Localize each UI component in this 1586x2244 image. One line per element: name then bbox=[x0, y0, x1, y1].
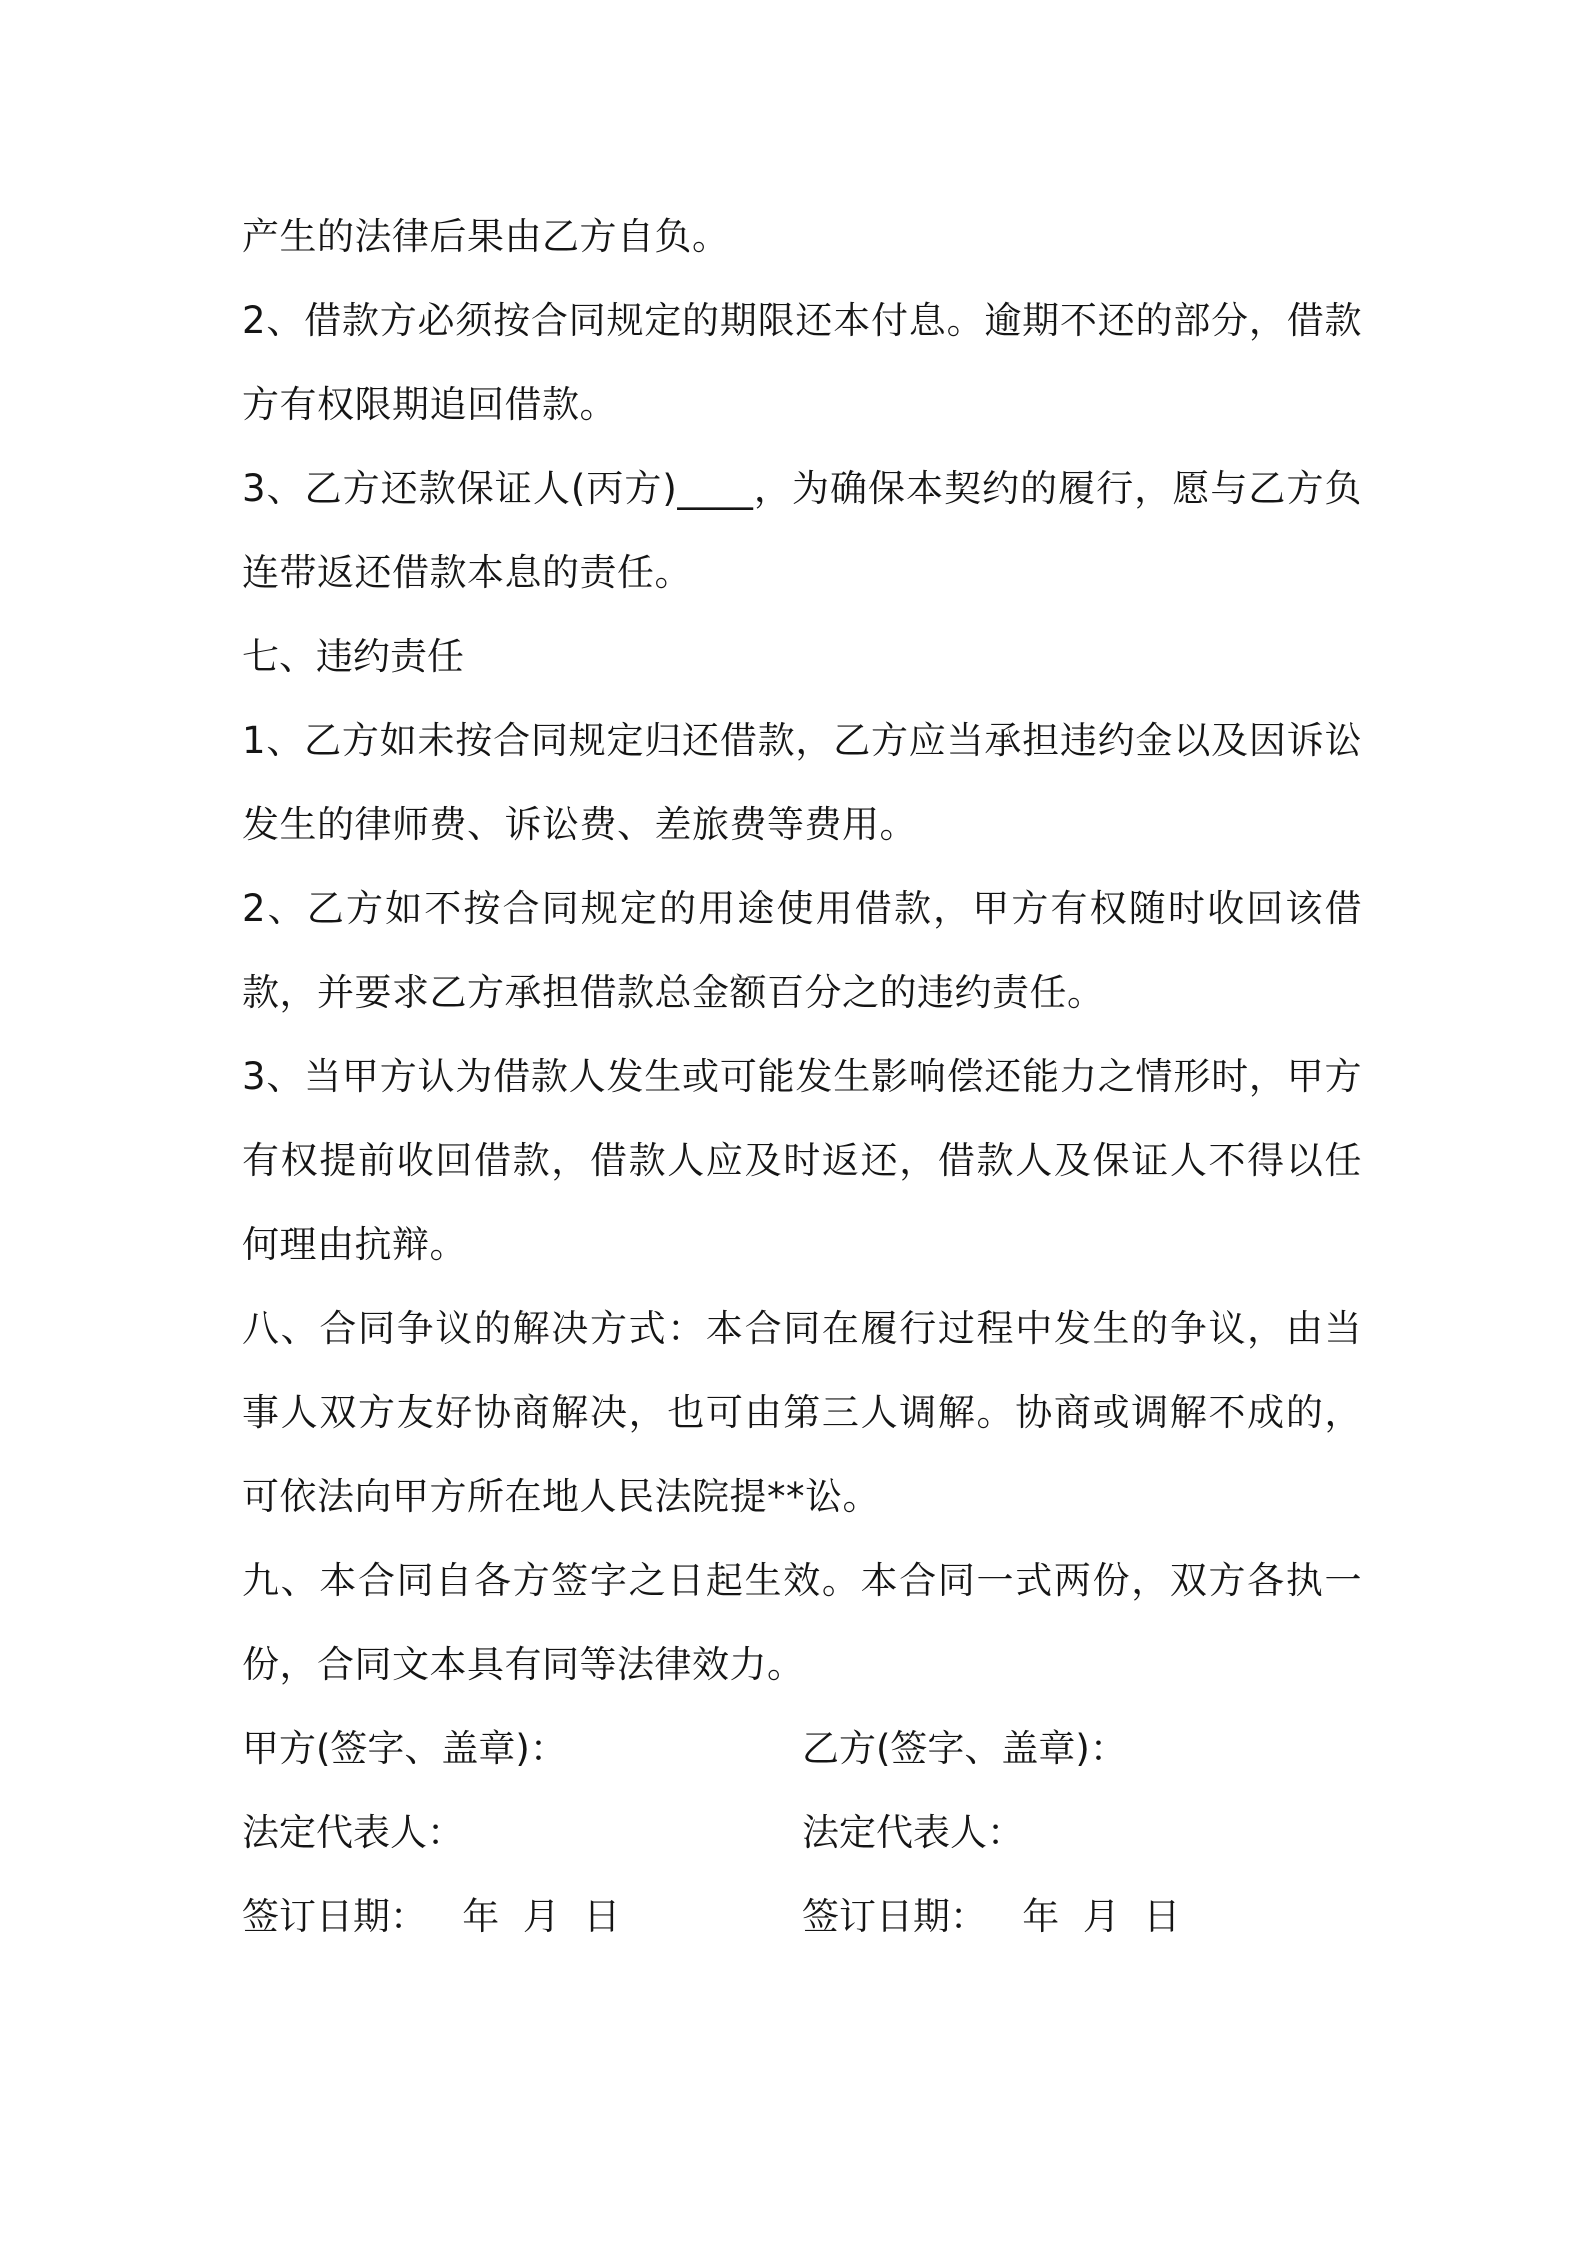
party-a-date-label: 签订日期： bbox=[242, 1895, 427, 1938]
party-b-date-label: 签订日期： bbox=[802, 1895, 987, 1938]
paragraph-effectiveness: 九、本合同自各方签字之日起生效。本合同一式两份，双方各执一份，合同文本具有同等法律效力。 bbox=[242, 1559, 1362, 1686]
paragraph-breach-1: 1、乙方如未按合同规定归还借款，乙方应当承担违约金以及因诉讼发生的律师费、诉讼费、差旅费等费用。 bbox=[242, 719, 1362, 846]
party-b-date-day: 日 bbox=[1143, 1895, 1181, 1938]
paragraph-liability-consequence: 产生的法律后果由乙方自负。 bbox=[242, 215, 730, 258]
party-b-date-month: 月 bbox=[1082, 1895, 1120, 1938]
party-a-date-day: 日 bbox=[583, 1895, 621, 1938]
party-b-representative-label: 法定代表人： bbox=[802, 1811, 1024, 1854]
contract-page bbox=[242, 195, 1362, 1959]
party-a-date-month: 月 bbox=[522, 1895, 560, 1938]
party-a-date bbox=[242, 1875, 802, 1959]
section-heading-breach: 七、违约责任 bbox=[242, 635, 464, 678]
paragraph-breach-2: 2、乙方如不按合同规定的用途使用借款，甲方有权随时收回该借款，并要求乙方承担借款总金额百分之的违约责任。 bbox=[242, 887, 1362, 1014]
party-a-date-year: 年 bbox=[462, 1895, 500, 1938]
paragraph-dispute-resolution: 八、合同争议的解决方式：本合同在履行过程中发生的争议，由当事人双方友好协商解决，也可由第三人调解。协商或调解不成的，可依法向甲方所在地人民法院提**讼。 bbox=[242, 1307, 1362, 1518]
party-b-date bbox=[802, 1875, 1362, 1959]
signature-row-date bbox=[242, 1875, 1362, 1959]
paragraph-guarantor: 3、乙方还款保证人(丙方)____，为确保本契约的履行，愿与乙方负连带返还借款本息的责任。 bbox=[242, 467, 1362, 594]
signature-block bbox=[242, 1707, 1362, 1959]
signature-row-representative bbox=[242, 1791, 1362, 1875]
signature-row-sign bbox=[242, 1707, 1362, 1791]
party-a-representative-label: 法定代表人： bbox=[242, 1811, 464, 1854]
paragraph-breach-3: 3、当甲方认为借款人发生或可能发生影响偿还能力之情形时，甲方有权提前收回借款，借款人应及时返还，借款人及保证人不得以任何理由抗辩。 bbox=[242, 1055, 1362, 1266]
party-b-sign-label: 乙方(签字、盖章)： bbox=[802, 1727, 1127, 1770]
party-b-date-year: 年 bbox=[1022, 1895, 1060, 1938]
paragraph-repayment-term: 2、借款方必须按合同规定的期限还本付息。逾期不还的部分，借款方有权限期追回借款。 bbox=[242, 299, 1362, 426]
party-a-sign-label: 甲方(签字、盖章)： bbox=[242, 1727, 567, 1770]
